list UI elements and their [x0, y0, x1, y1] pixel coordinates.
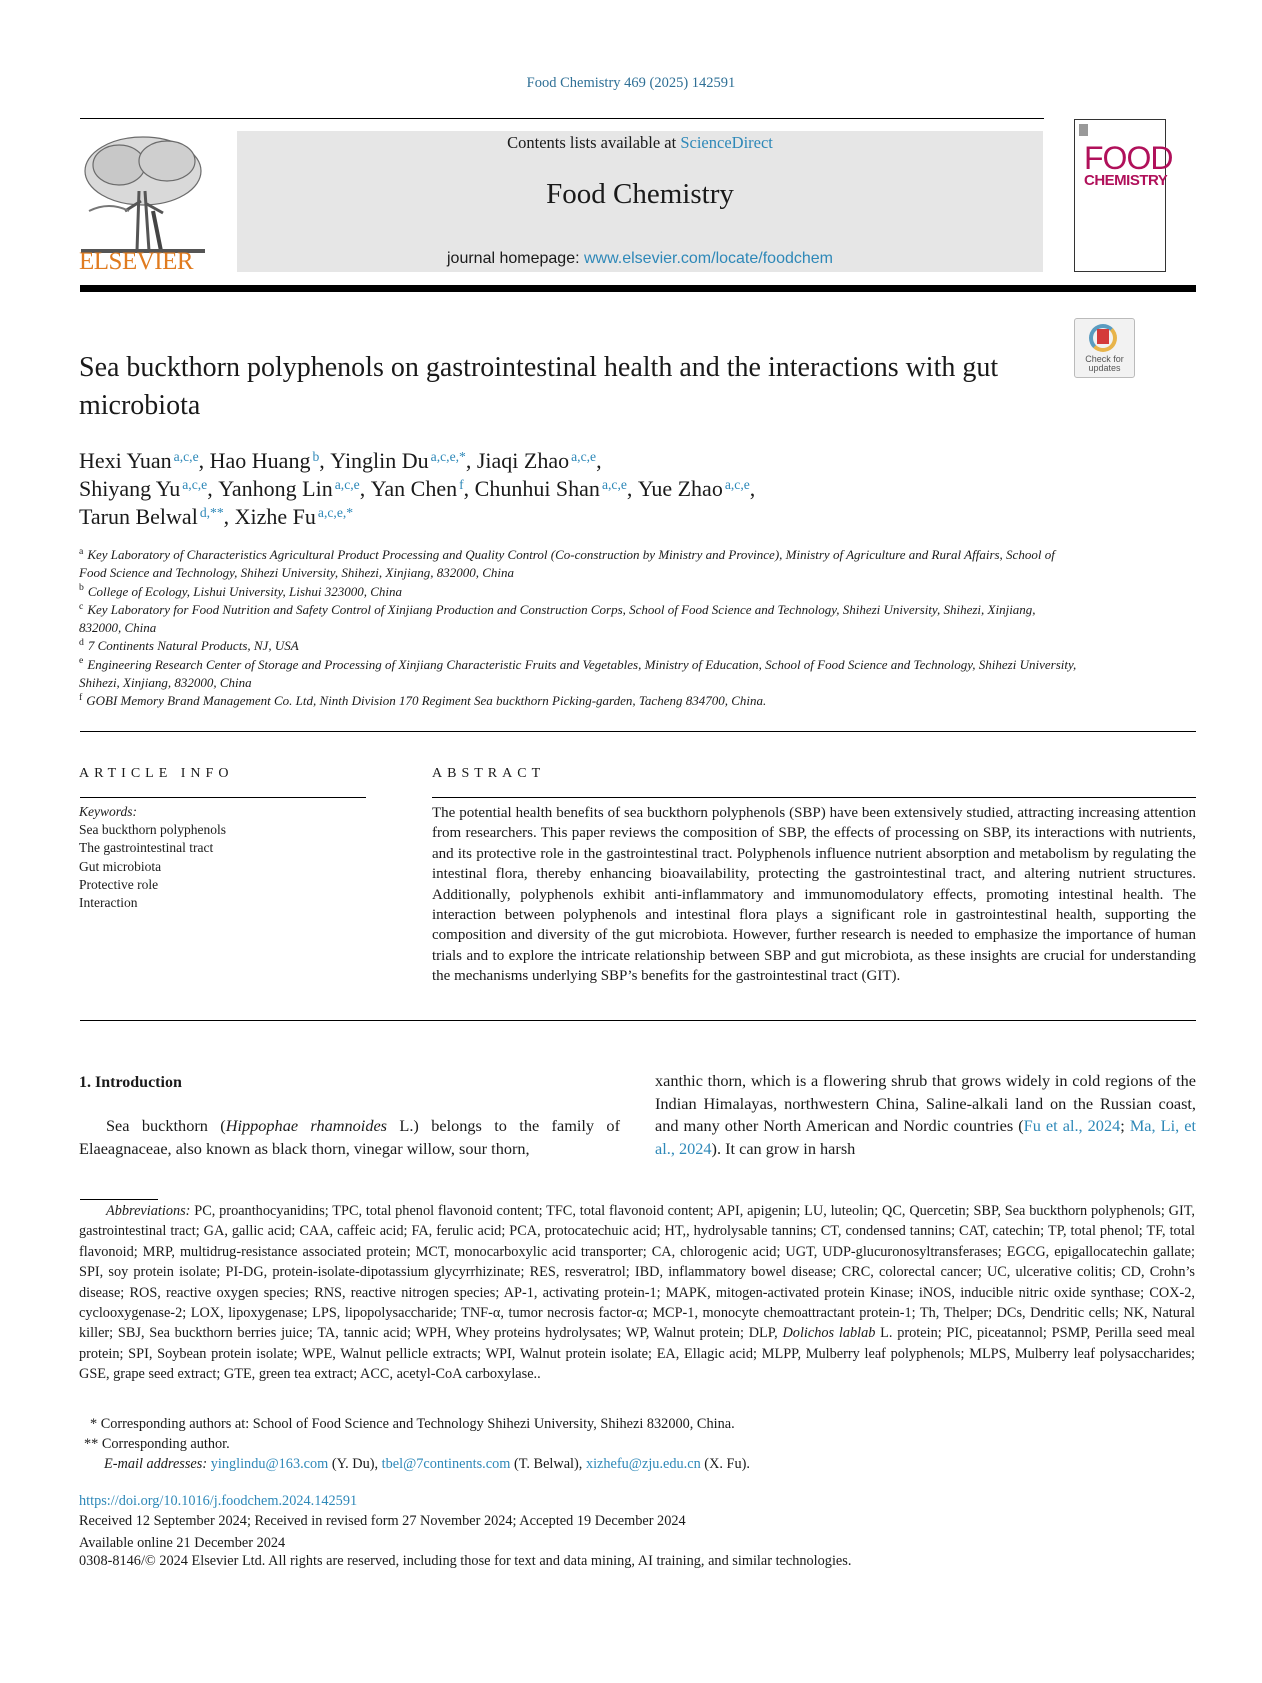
introduction-heading: 1. Introduction	[79, 1074, 182, 1091]
author-affiliation-marks[interactable]: a,c,e	[182, 476, 208, 492]
author-affiliation-marks[interactable]: a,c,e	[173, 448, 199, 464]
intro-text: ). It can grow in harsh	[711, 1139, 856, 1159]
author	[210, 448, 331, 473]
email-addresses	[104, 1456, 750, 1473]
author	[79, 448, 210, 473]
available-online-date: Available online 21 December 2024	[79, 1535, 286, 1551]
affiliation-text: Engineering Research Center of Storage and Processing of Xinjiang Characteristic Fruits and Vegetables, Ministry of Education, School of Food Science and Technology, Shihezi University, Shihezi, Xinjiang, 832000, China	[79, 656, 1077, 691]
keywords-block	[79, 803, 369, 912]
email-owner: (Y. Du),	[328, 1456, 382, 1472]
affiliation	[79, 601, 1079, 638]
header-top-rule	[80, 118, 1044, 119]
author-name[interactable]: Hao Huang	[209, 448, 311, 473]
doi-link[interactable]: https://doi.org/10.1016/j.foodchem.2024.142591	[79, 1493, 358, 1509]
abstract-text: The potential health benefits of sea buckthorn polyphenols (SBP) have been extensively studied, attracting increasing attention from researchers. This paper reviews the composition of SBP, the effects of processing on SBP, its interactions with nutrients, and its protective role in the gastrointestinal tract. Polyphenols influence nutrient absorption and metabolism by regulating the intestinal flora, thereby enhancing bioavailability, protecting the gastrointestinal tract, and altering nutrient structures. Additionally, polyphenols exhibit anti-inflammatory and immunomodulatory effects, promoting intestinal health. The interaction between polyphenols and intestinal flora plays a significant role in gastrointestinal health, supporting the composition and diversity of the gut microbiota. However, further research is needed to emphasize the importance of human trials and to explore the intricate relationship between SBP and gut microbiota, as these insights are crucial for understanding the mechanisms underlying SBP’s benefits for the gastrointestinal tract (GIT).	[432, 805, 1196, 985]
author-separator: ,	[749, 476, 756, 501]
citation-separator: ;	[1120, 1116, 1130, 1136]
author-affiliation-marks[interactable]: a,c,e	[601, 476, 627, 492]
affiliation-text: GOBI Memory Brand Management Co. Ltd, Ninth Division 170 Regiment Sea buckthorn Picking-garden, Tacheng 834700, China.	[86, 693, 767, 709]
cover-elsevier-mini-icon	[1079, 124, 1088, 136]
affiliation-text: College of Ecology, Lishui University, Lishui 323000, China	[87, 583, 403, 599]
author-affiliation-marks[interactable]: f	[459, 476, 464, 492]
journal-cover-thumbnail	[1074, 119, 1173, 272]
abstract-bottom-rule	[80, 1020, 1196, 1021]
affiliation-key: a	[79, 545, 84, 557]
author-separator: ,	[319, 448, 331, 473]
author-name[interactable]: Yan Chen	[370, 476, 458, 501]
author-name[interactable]: Yue Zhao	[637, 476, 723, 501]
author-affiliation-marks[interactable]: a,c,e	[571, 448, 597, 464]
check-updates-label-line1: Check for	[1085, 354, 1124, 364]
author-name[interactable]: Chunhui Shan	[474, 476, 600, 501]
check-updates-label	[1075, 355, 1134, 373]
introduction-right-column	[655, 1070, 1196, 1161]
email-link[interactable]: xizhefu@zju.edu.cn	[585, 1456, 701, 1472]
running-head[interactable]: Food Chemistry 469 (2025) 142591	[526, 75, 736, 91]
footnote-rule	[80, 1199, 158, 1200]
journal-name: Food Chemistry	[546, 178, 734, 210]
introduction-left-column	[79, 1115, 620, 1160]
abbreviations-text: L. protein; PIC, piceatannol; PSMP, Perilla seed meal protein; SPI, Soybean protein isolate; WPE, Walnut pellicle extracts; WPI, Walnut protein isolate; EA, Ellagic acid; MLPP, Mulberry leaf polyphenols; MLPS, Mulberry leaf polysaccharides; GSE, grape seed extract; GTE, green tea extract; ACC, acetyl-CoA carboxylase..	[79, 1325, 1195, 1383]
keyword: Gut microbiota	[79, 858, 162, 874]
keyword: Sea buckthorn polyphenols	[79, 822, 226, 838]
affiliation-rule	[80, 731, 1196, 732]
affiliation	[79, 656, 1079, 693]
affiliation-key: c	[79, 600, 84, 612]
email-link[interactable]: yinglindu@163.com	[210, 1456, 329, 1472]
author	[235, 504, 353, 529]
author-separator: ,	[465, 448, 477, 473]
author-separator: ,	[359, 476, 371, 501]
affiliation	[79, 583, 1079, 601]
article-info-heading: ARTICLE INFO	[79, 766, 234, 781]
email-link[interactable]: tbel@7continents.com	[381, 1456, 511, 1472]
copyright-notice: 0308-8146/© 2024 Elsevier Ltd. All rights are reserved, including those for text and data mining, AI training, and similar technologies.	[79, 1553, 852, 1569]
received-dates: Received 12 September 2024; Received in revised form 27 November 2024; Accepted 19 December 2024	[79, 1513, 686, 1529]
sciencedirect-link[interactable]: ScienceDirect	[680, 133, 773, 152]
cover-title-food: FOOD	[1084, 140, 1173, 176]
intro-text: Sea buckthorn (	[106, 1116, 226, 1135]
author	[371, 476, 475, 501]
author-name[interactable]: Yinglin Du	[330, 448, 429, 473]
author-affiliation-marks[interactable]: b	[312, 448, 320, 464]
author-affiliation-marks[interactable]: a,c,e	[724, 476, 750, 492]
author	[218, 476, 370, 501]
affiliation	[79, 637, 1079, 655]
author-separator: ,	[463, 476, 475, 501]
check-updates-label-line2: updates	[1088, 363, 1121, 373]
author-name[interactable]: Yanhong Lin	[218, 476, 333, 501]
keyword: The gastrointestinal tract	[79, 840, 214, 856]
corresponding-authors-note: * Corresponding authors at: School of Food Science and Technology Shihezi University, Shihezi 832000, China.	[90, 1416, 735, 1432]
author-name[interactable]: Tarun Belwal	[79, 504, 198, 529]
homepage-line	[237, 250, 1043, 268]
affiliation-key: f	[79, 692, 83, 704]
article-info-rule	[80, 797, 366, 798]
keyword: Interaction	[79, 895, 138, 911]
citation-link[interactable]: Ma, Li, et al., 2024	[655, 1116, 1196, 1159]
affiliation-text: Key Laboratory of Characteristics Agricultural Product Processing and Quality Control (Co-construction by Ministry and Province), Ministry of Agriculture and Rural Affairs, School of Food Science and Technology, Shihezi University, Shihezi, Xinjiang, 832000, China	[79, 547, 1055, 581]
contents-prefix: Contents lists available at	[507, 133, 681, 152]
check-for-updates-button[interactable]	[1074, 318, 1135, 378]
elsevier-wordmark: ELSEVIER	[79, 248, 194, 275]
author-affiliation-marks[interactable]: a,c,e,*	[317, 504, 354, 520]
abstract-rule	[432, 797, 1196, 798]
author	[79, 504, 235, 529]
author-separator: ,	[207, 476, 219, 501]
keywords-label: Keywords:	[79, 804, 137, 819]
species-name: Hippophae rhamnoides	[225, 1116, 388, 1135]
affiliation-text: Key Laboratory for Food Nutrition and Safety Control of Xinjiang Production and Construction Corps, School of Food Science and Technology, Shihezi University, Shihezi, Xinjiang, 832000, China	[79, 601, 1036, 636]
author-separator: ,	[223, 504, 235, 529]
author-affiliation-marks[interactable]: a,c,e,*	[430, 448, 466, 464]
abbreviations-footnote	[79, 1201, 1195, 1385]
article-title: Sea buckthorn polyphenols on gastrointestinal health and the interactions with gut microbiota	[79, 352, 999, 421]
intro-text: xanthic thorn, which is a flowering shrub that grows widely in cold regions of the Indian Himalayas, northwestern China, Saline-alkali land on the Russian coast, and many other North American and Nordic countries (	[655, 1071, 1196, 1136]
author-name[interactable]: Xizhe Fu	[234, 504, 316, 529]
author	[79, 476, 218, 501]
author-name[interactable]: Jiaqi Zhao	[476, 448, 570, 473]
author-list	[79, 447, 1079, 531]
bookmark-ribbon-icon	[1097, 329, 1109, 344]
affiliation-text: 7 Continents Natural Products, NJ, USA	[87, 638, 299, 654]
email-owner: (X. Fu).	[700, 1456, 750, 1472]
homepage-link[interactable]: www.elsevier.com/locate/foodchem	[583, 250, 833, 267]
abbreviations-italic: Dolichos lablab	[782, 1325, 876, 1342]
author-affiliation-marks[interactable]: d,**	[199, 504, 224, 520]
header-thick-rule	[80, 285, 1196, 292]
cover-title-chemistry: CHEMISTRY	[1084, 172, 1168, 189]
corresponding-author-note: ** Corresponding author.	[84, 1436, 230, 1452]
author	[638, 476, 755, 501]
homepage-prefix: journal homepage:	[447, 250, 584, 267]
abbreviations-text: PC, proanthocyanidins; TPC, total phenol flavonoid content; TFC, total flavonoid content; API, apigenin; LU, luteolin; QC, Quercetin; SBP, Sea buckthorn polyphenols; GIT, gastrointestinal tract; GA, gallic acid; CAA, caffeic acid; FA, ferulic acid; PCA, protocatechuic acid; HT,, hydrolysable tannins; CT, condensed tannins; CAT, catechin; TP, total phenol; TF, total flavonoid; MRP, multidrug-resistance associated protein; MCT, monocarboxylic acid transporter; CA, chlorogenic acid; UGT, UDP-glucuronosyltransferases; EGCG, epigallocatechin gallate; SPI, soy protein isolate; PI-DG, protein-isolate-dipotassium glycyrrhizinate; RES, resveratrol; IBD, inflammatory bowel disease; CRC, colorectal cancer; UC, ulcerative colitis; CD, Crohn’s disease; ROS, reactive oxygen species; RNS, reactive nitrogen species; AP-1, activating protein-1; MAPK, mitogen-activated protein Kinase; iNOS, inducible nitric oxide synthase; COX-2, cyclooxygenase-2; LOX, lipoxygenase; LPS, lipopolysaccharide; TNF-α, tumor necrosis factor-α; MCP-1, monocyte chemoattractant protein-1; Th, Thelper; DCs, Dendritic cells; NK, Natural killer; SBJ, Sea buckthorn berries juice; TA, tannic acid; WPH, Whey proteins hydrolysates; WP, Walnut protein; DLP,	[79, 1203, 1195, 1342]
affiliation-key: e	[79, 655, 84, 667]
abstract-heading: ABSTRACT	[432, 766, 546, 781]
affiliation-key: b	[79, 582, 84, 594]
citation-link[interactable]: Fu et al., 2024	[1023, 1116, 1121, 1136]
affiliation	[79, 546, 1079, 583]
author-name[interactable]: Shiyang Yu	[79, 476, 181, 501]
author	[330, 448, 477, 473]
affiliation-list	[79, 546, 1079, 711]
author	[477, 448, 602, 473]
abbreviations-label: Abbreviations:	[106, 1203, 191, 1219]
keyword: Protective role	[79, 876, 159, 892]
intro-text: L.) belongs to the family of Elaeagnaceae, also known as black thorn, vinegar willow, sour thorn,	[79, 1116, 620, 1158]
author	[475, 476, 638, 501]
email-owner: (T. Belwal),	[510, 1456, 586, 1472]
author-affiliation-marks[interactable]: a,c,e	[334, 476, 360, 492]
email-label: E-mail addresses:	[104, 1456, 208, 1472]
affiliation	[79, 692, 1079, 710]
contents-line	[237, 133, 1043, 153]
author-separator: ,	[596, 448, 602, 473]
author-name[interactable]: Hexi Yuan	[79, 448, 172, 473]
affiliation-key: d	[79, 637, 84, 649]
author-separator: ,	[626, 476, 638, 501]
author-separator: ,	[198, 448, 210, 473]
